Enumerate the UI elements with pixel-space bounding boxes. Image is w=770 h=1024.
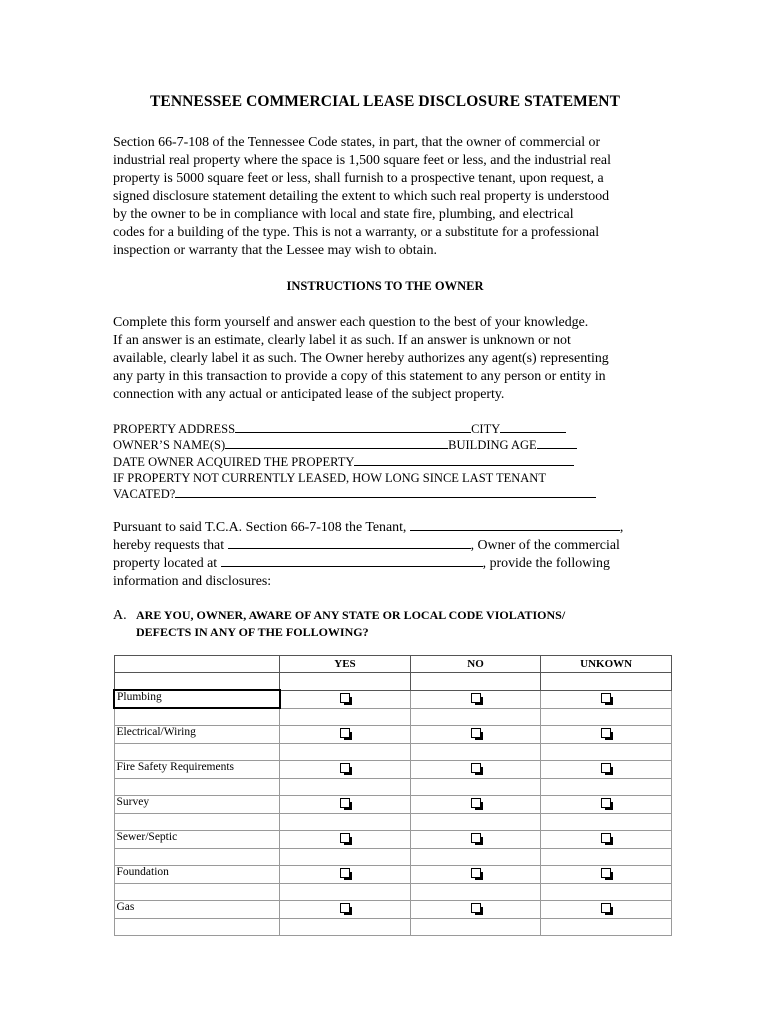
- vacated-row: [113, 486, 633, 502]
- pursuant-text: , provide the following: [482, 556, 610, 571]
- table-cell: [280, 779, 411, 796]
- table-cell: [410, 744, 541, 761]
- gas-no-checkbox[interactable]: [471, 903, 481, 913]
- table-cell: [541, 901, 672, 919]
- gas-unknown-checkbox[interactable]: [601, 903, 611, 913]
- table-cell: [541, 796, 672, 814]
- header-blank: [114, 656, 280, 673]
- not-leased-row: [113, 470, 633, 486]
- row-label-survey: Survey: [114, 796, 280, 814]
- table-spacer-row: [114, 779, 672, 796]
- pursuant-paragraph: [113, 519, 673, 591]
- header-unknown: UNKOWN: [541, 656, 672, 673]
- table-cell: [541, 708, 672, 726]
- header-yes: YES: [280, 656, 411, 673]
- table-cell: [114, 779, 280, 796]
- table-cell: [541, 744, 672, 761]
- intro-line: industrial real property where the space is 1,500 square feet or less, and the industrial real: [113, 153, 611, 168]
- table-row: [114, 866, 672, 884]
- table-cell: [280, 673, 411, 691]
- sewer-no-checkbox[interactable]: [471, 833, 481, 843]
- intro-line: codes for a building of the type. This is not a warranty, or a substitute for a professional: [113, 225, 600, 240]
- table-cell: [280, 761, 411, 779]
- fire-safety-unknown-checkbox[interactable]: [601, 763, 611, 773]
- table-cell: [410, 814, 541, 831]
- table-cell: [410, 919, 541, 936]
- document-title: TENNESSEE COMMERCIAL LEASE DISCLOSURE STATEMENT: [149, 93, 621, 110]
- row-label-plumbing: Plumbing: [114, 690, 280, 708]
- table-cell: [410, 831, 541, 849]
- row-label-sewer-septic: Sewer/Septic: [114, 831, 280, 849]
- date-acquired-field[interactable]: [354, 454, 574, 466]
- pursuant-line-4: information and disclosures:: [113, 574, 272, 589]
- not-leased-label: IF PROPERTY NOT CURRENTLY LEASED, HOW LONG SINCE LAST TENANT: [113, 470, 546, 485]
- pursuant-text: Pursuant to said T.C.A. Section 66-7-108 the Tenant,: [113, 520, 407, 535]
- table-cell: [280, 796, 411, 814]
- table-cell: [410, 849, 541, 866]
- table-spacer-row: [114, 708, 672, 726]
- property-address-label: PROPERTY ADDRESS: [113, 422, 236, 436]
- table-cell: [541, 673, 672, 691]
- sewer-unknown-checkbox[interactable]: [601, 833, 611, 843]
- table-cell: [541, 814, 672, 831]
- table-cell: [410, 708, 541, 726]
- table-row: [114, 901, 672, 919]
- table-cell: [280, 690, 411, 708]
- pursuant-text: property located at: [113, 556, 218, 571]
- table-cell: [410, 866, 541, 884]
- pursuant-text: ,: [619, 520, 624, 535]
- table-cell: [280, 744, 411, 761]
- table-cell: [541, 726, 672, 744]
- instructions-line: connection with any actual or anticipated lease of the subject property.: [113, 387, 505, 402]
- electrical-yes-checkbox[interactable]: [340, 728, 350, 738]
- table-cell: [541, 761, 672, 779]
- intro-paragraph: [113, 134, 673, 260]
- city-field[interactable]: [500, 421, 566, 433]
- gas-yes-checkbox[interactable]: [340, 903, 350, 913]
- table-spacer-row: [114, 849, 672, 866]
- instructions-paragraph: [113, 314, 673, 404]
- table-row: [114, 726, 672, 744]
- plumbing-unknown-checkbox[interactable]: [601, 693, 611, 703]
- property-location-field[interactable]: [221, 555, 483, 567]
- table-cell: [410, 761, 541, 779]
- table-spacer-row: [114, 744, 672, 761]
- survey-no-checkbox[interactable]: [471, 798, 481, 808]
- owner-name-field[interactable]: [228, 537, 471, 549]
- table-cell: [114, 744, 280, 761]
- owners-name-field[interactable]: [225, 437, 448, 449]
- table-row: [114, 796, 672, 814]
- table-cell: [541, 690, 672, 708]
- building-age-label: BUILDING AGE: [448, 438, 537, 453]
- intro-line: property is 5000 square feet or less, shall furnish to a prospective tenant, upon request, a: [113, 171, 604, 186]
- section-a-letter: A.: [113, 608, 127, 623]
- electrical-no-checkbox[interactable]: [471, 728, 481, 738]
- fire-safety-no-checkbox[interactable]: [471, 763, 481, 773]
- foundation-no-checkbox[interactable]: [471, 868, 481, 878]
- table-spacer-row: [114, 884, 672, 901]
- row-label-fire-safety: Fire Safety Requirements: [114, 761, 280, 779]
- fire-safety-yes-checkbox[interactable]: [340, 763, 350, 773]
- table-cell: [541, 849, 672, 866]
- table-spacer-row: [114, 814, 672, 831]
- date-acquired-label: DATE OWNER ACQUIRED THE PROPERTY: [113, 454, 355, 469]
- table-cell: [541, 884, 672, 901]
- survey-unknown-checkbox[interactable]: [601, 798, 611, 808]
- property-address-row: [113, 421, 633, 437]
- table-cell: [410, 796, 541, 814]
- row-label-foundation: Foundation: [114, 866, 280, 884]
- table-cell: [280, 726, 411, 744]
- intro-line: inspection or warranty that the Lessee may wish to obtain.: [113, 243, 438, 258]
- table-header-spacer: [114, 673, 672, 691]
- vacated-field[interactable]: [175, 486, 596, 498]
- survey-yes-checkbox[interactable]: [340, 798, 350, 808]
- table-cell: [541, 779, 672, 796]
- code-violations-table: [113, 655, 672, 936]
- table-spacer-row: [114, 919, 672, 936]
- pursuant-line-2: [113, 537, 673, 555]
- foundation-yes-checkbox[interactable]: [340, 868, 350, 878]
- table-cell: [114, 814, 280, 831]
- property-fields: [113, 421, 633, 502]
- row-label-electrical: Electrical/Wiring: [114, 726, 280, 744]
- city-label: CITY: [471, 422, 501, 436]
- owners-name-row: [113, 437, 633, 453]
- table-cell: [114, 849, 280, 866]
- header-no: NO: [410, 656, 541, 673]
- table-cell: [280, 831, 411, 849]
- pursuant-line-3: [113, 555, 673, 573]
- table-row: [114, 761, 672, 779]
- pursuant-text: hereby requests that: [113, 538, 225, 553]
- table-cell: [410, 726, 541, 744]
- table-cell: [410, 673, 541, 691]
- owners-name-label: OWNER’S NAME(S): [113, 438, 226, 453]
- table-cell: [280, 919, 411, 936]
- pursuant-line-1: [113, 519, 673, 537]
- vacated-label: VACATED?: [113, 487, 176, 502]
- table-cell: [410, 690, 541, 708]
- plumbing-yes-checkbox[interactable]: [340, 693, 350, 703]
- table-cell: [410, 779, 541, 796]
- table-cell: [541, 831, 672, 849]
- table-cell: [114, 919, 280, 936]
- table-cell: [114, 708, 280, 726]
- table-cell: [280, 849, 411, 866]
- electrical-unknown-checkbox[interactable]: [601, 728, 611, 738]
- section-a-question-line: ARE YOU, OWNER, AWARE OF ANY STATE OR LOCAL CODE VIOLATIONS/: [136, 608, 566, 622]
- sewer-yes-checkbox[interactable]: [340, 833, 350, 843]
- table-cell: [280, 814, 411, 831]
- instructions-line: available, clearly label it as such. The Owner hereby authorizes any agent(s) representing: [113, 351, 609, 366]
- instructions-line: any party in this transaction to provide a copy of this statement to any person or entity in: [113, 369, 606, 384]
- intro-line: signed disclosure statement detailing the extent to which such real property is understood: [113, 189, 610, 204]
- instructions-heading: INSTRUCTIONS TO THE OWNER: [286, 279, 484, 293]
- table-cell: [541, 866, 672, 884]
- property-address-field[interactable]: [235, 421, 471, 433]
- date-acquired-row: [113, 454, 633, 470]
- table-cell: [410, 884, 541, 901]
- row-label-gas: Gas: [114, 901, 280, 919]
- building-age-field[interactable]: [537, 437, 577, 449]
- plumbing-no-checkbox[interactable]: [471, 693, 481, 703]
- intro-line: Section 66-7-108 of the Tennessee Code states, in part, that the owner of commercial or: [113, 135, 601, 150]
- section-a-question: [136, 607, 565, 641]
- table-row: [114, 690, 672, 708]
- table-cell: [280, 901, 411, 919]
- table-cell: [280, 866, 411, 884]
- table-cell: [114, 884, 280, 901]
- table-cell: [280, 708, 411, 726]
- section-a-question-line: DEFECTS IN ANY OF THE FOLLOWING?: [136, 625, 369, 639]
- instructions-line: If an answer is an estimate, clearly label it as such. If an answer is unknown or not: [113, 333, 571, 348]
- instructions-line: Complete this form yourself and answer each question to the best of your knowledge.: [113, 315, 589, 330]
- intro-line: by the owner to be in compliance with local and state fire, plumbing, and electrical: [113, 207, 574, 222]
- table-row: [114, 831, 672, 849]
- foundation-unknown-checkbox[interactable]: [601, 868, 611, 878]
- pursuant-text: , Owner of the commercial: [470, 538, 620, 553]
- table-header-row: [114, 656, 672, 673]
- tenant-name-field[interactable]: [410, 519, 620, 531]
- table-cell: [114, 673, 280, 691]
- table-cell: [280, 884, 411, 901]
- table-cell: [541, 919, 672, 936]
- table-cell: [410, 901, 541, 919]
